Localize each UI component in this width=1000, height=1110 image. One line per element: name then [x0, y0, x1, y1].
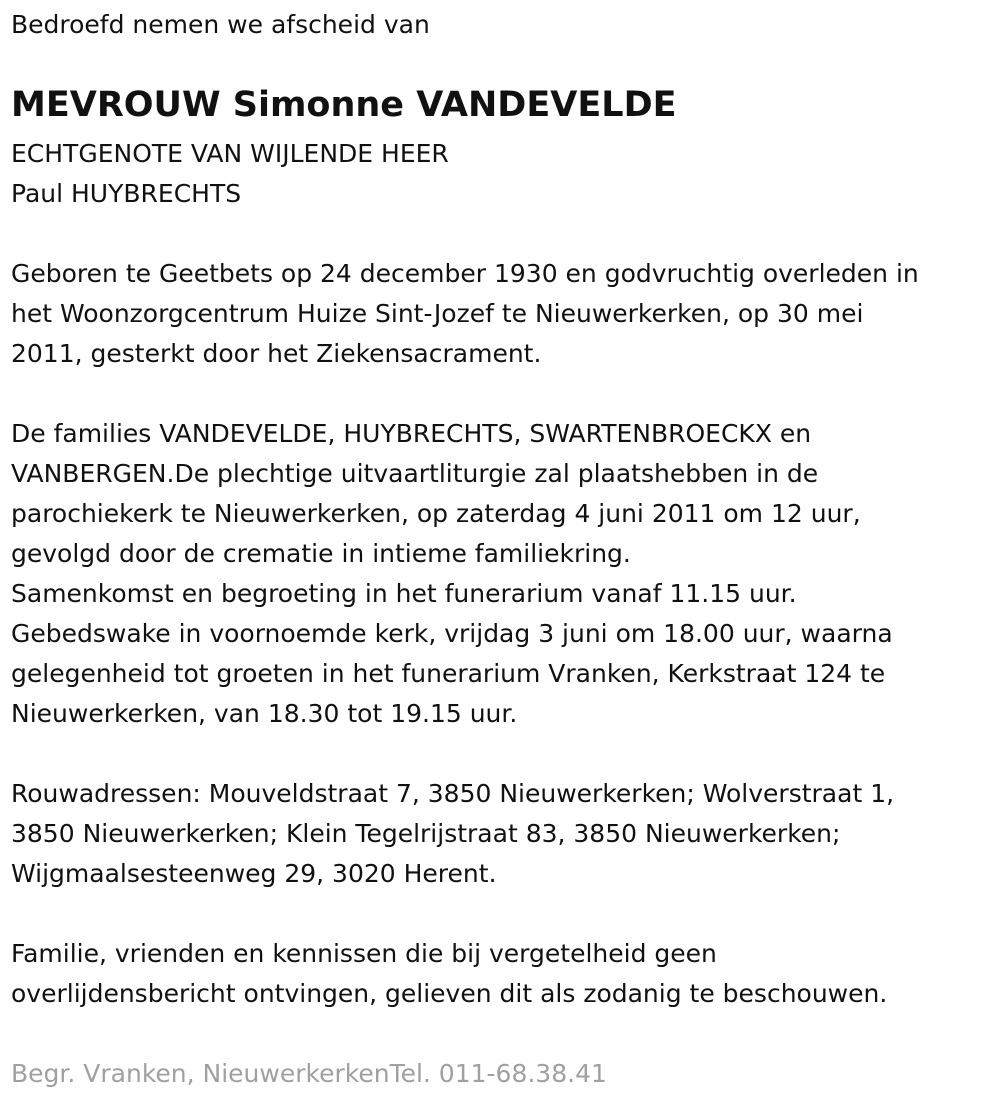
deceased-name: MEVROUW Simonne VANDEVELDE: [11, 85, 677, 125]
funeral-home-footer: Begr. Vranken, NieuwerkerkenTel. 011-68.38.41: [11, 1059, 607, 1088]
paragraph-line: Rouwadressen: Mouveldstraat 7, 3850 Nieuwerkerken; Wolverstraat 1,: [11, 779, 895, 808]
paragraph-line: Geboren te Geetbets op 24 december 1930 en godvruchtig overleden in: [11, 259, 919, 288]
spouse-line: Paul HUYBRECHTS: [11, 179, 242, 208]
paragraph-line: overlijdensbericht ontvingen, gelieven dit als zodanig te beschouwen.: [11, 979, 888, 1008]
paragraph-line: het Woonzorgcentrum Huize Sint-Jozef te Nieuwerkerken, op 30 mei: [11, 299, 864, 328]
paragraph-line: Wijgmaalsesteenweg 29, 3020 Herent.: [11, 859, 497, 888]
spouse-block: [11, 134, 449, 214]
addresses-paragraph: [11, 774, 894, 894]
birth-death-paragraph: [11, 254, 919, 374]
paragraph-line: parochiekerk te Nieuwerkerken, op zaterdag 4 juni 2011 om 12 uur,: [11, 499, 861, 528]
paragraph-line: Gebedswake in voornoemde kerk, vrijdag 3 juni om 18.00 uur, waarna: [11, 619, 893, 648]
families-paragraph: [11, 414, 893, 734]
paragraph-line: Samenkomst en begroeting in het funerarium vanaf 11.15 uur.: [11, 579, 797, 608]
paragraph-line: Nieuwerkerken, van 18.30 tot 19.15 uur.: [11, 699, 518, 728]
paragraph-line: Familie, vrienden en kennissen die bij vergetelheid geen: [11, 939, 717, 968]
paragraph-line: De families VANDEVELDE, HUYBRECHTS, SWARTENBROECKX en: [11, 419, 812, 448]
paragraph-line: gelegenheid tot groeten in het funerarium Vranken, Kerkstraat 124 te: [11, 659, 886, 688]
intro-text: Bedroefd nemen we afscheid van: [11, 10, 430, 39]
paragraph-line: gevolgd door de crematie in intieme familiekring.: [11, 539, 631, 568]
paragraph-line: 2011, gesterkt door het Ziekensacrament.: [11, 339, 542, 368]
paragraph-line: VANBERGEN.De plechtige uitvaartliturgie zal plaatshebben in de: [11, 459, 819, 488]
closing-paragraph: [11, 934, 887, 1014]
spouse-line: ECHTGENOTE VAN WIJLENDE HEER: [11, 139, 449, 168]
paragraph-line: 3850 Nieuwerkerken; Klein Tegelrijstraat 83, 3850 Nieuwerkerken;: [11, 819, 841, 848]
